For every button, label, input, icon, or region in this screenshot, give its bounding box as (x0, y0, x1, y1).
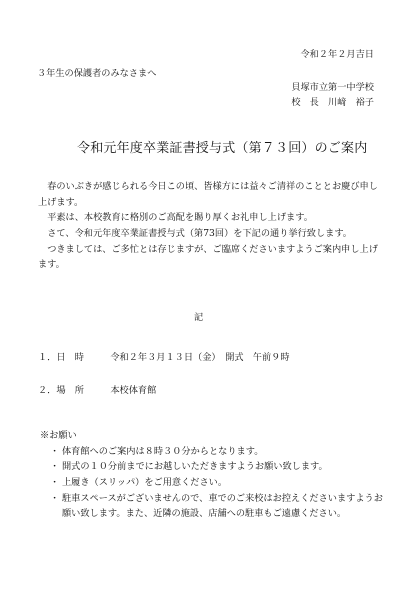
notice-item: ・ 開式の１０分前までにお越しいただきますようお願い致します。 (40, 459, 386, 475)
notice-item: ・ 上履き（スリッパ）をご用意ください。 (40, 475, 386, 491)
addressee: ３年生の保護者のみなさまへ (37, 68, 157, 79)
bullet-glyph: ・ (50, 492, 60, 504)
sender-school: 貝塚市立第一中学校 (291, 82, 374, 93)
detail-row-datetime (38, 352, 290, 363)
detail-row-place (38, 385, 156, 396)
bullet-glyph: ・ (50, 461, 60, 473)
invitation-paragraph: つきましては、ご多忙とは存じますが、ご臨席くださいますようご案内申し上げます。 (38, 243, 378, 271)
notice-item: ・ 体育館へのご案内は８時３０分からとなります。 (40, 444, 386, 460)
detail-number: １． (38, 352, 57, 363)
detail-value: 令和２年３月１３日（金） 開式 午前９時 (110, 352, 290, 363)
thanks-paragraph: 平素は、本校教育に格別のご高配を賜り厚くお礼申し上げます。 (47, 212, 313, 224)
document-date: 令和２年２月吉日 (300, 49, 374, 60)
notice-section (40, 428, 386, 522)
notice-item: ・ 駐車スペースがございませんので、車でのご来校はお控えくださいますようお願い致します。また、近隣の施設、店舗への駐車もご遠慮ください。 (50, 492, 383, 520)
body-text (38, 179, 386, 273)
detail-label: 場 所 (56, 385, 84, 396)
bullet-glyph: ・ (50, 476, 60, 488)
bullet-glyph: ・ (50, 445, 60, 457)
notice-heading: ※お願い (40, 430, 77, 441)
greeting-paragraph: 春のいぶきが感じられる今日この頃、皆様方には益々ご清祥のこととお慶び申し上げます。 (38, 181, 378, 208)
sender-principal: 校 長 川﨑 裕子 (291, 97, 374, 108)
detail-label: 日 時 (56, 352, 84, 363)
ki-heading: 記 (194, 312, 204, 323)
document-title: 令和元年度卒業証書授与式（第７３回）のご案内 (77, 141, 368, 156)
announcement-paragraph: さて、令和元年度卒業証書授与式（第73回）を下記の通り挙行致します。 (47, 227, 352, 239)
detail-number: ２． (38, 385, 57, 396)
detail-value: 本校体育館 (110, 385, 157, 396)
